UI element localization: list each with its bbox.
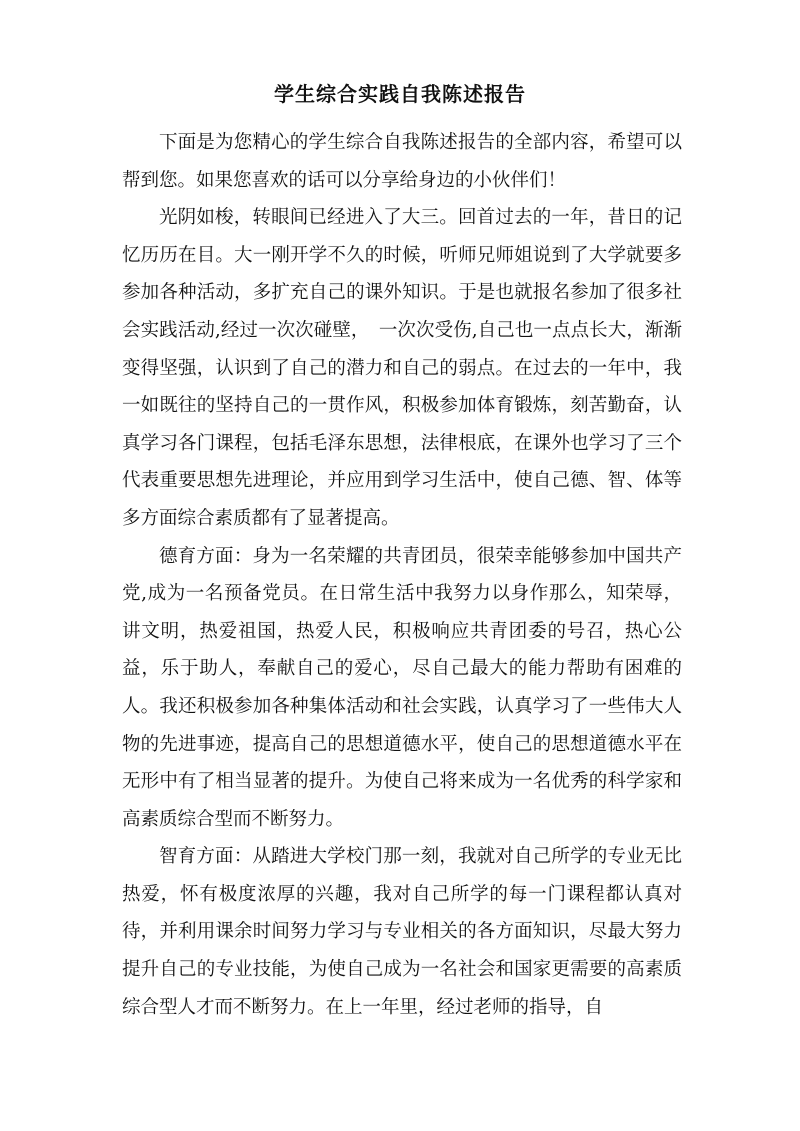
paragraph-intellectual-education: 智育方面：从踏进大学校门那一刻，我就对自己所学的专业无比热爱，怀有极度浓厚的兴趣，我对自己所学的每一门课程都认真对待，并利用课余时间努力学习与专业相关的各方面知识，尽最大努力提升自己的专业技能，为使自己成为一名社会和国家更需要的高素质综合型人才而不断努力。在上一年里，经过老师的指导，自 [122,846,682,1018]
paragraph-intro: 下面是为您精心的学生综合自我陈述报告的全部内容，希望可以帮到您。如果您喜欢的话可以分享给身边的小伙伴们！ [122,132,682,191]
document-body [122,124,682,1026]
document-title: 学生综合实践自我陈述报告 [274,82,526,106]
paragraph-moral-education: 德育方面：身为一名荣耀的共青团员，很荣幸能够参加中国共产党,成为一名预备党员。在日常生活中我努力以身作那么，知荣辱，讲文明，热爱祖国，热爱人民，积极响应共青团委的号召，热心公益，乐于助人，奉献自己的爱心，尽自己最大的能力帮助有困难的人。我还积极参加各种集体活动和社会实践，认真学习了一些伟大人物的先进事迹，提高自己的思想道德水平，使自己的思想道德水平在无形中有了相当显著的提升。为使自己将来成为一名优秀的科学家和高素质综合型而不断努力。 [122,545,682,830]
paragraph-overview: 光阴如梭，转眼间已经进入了大三。回首过去的一年，昔日的记忆历历在目。大一刚开学不久的时候，听师兄师姐说到了大学就要多参加各种活动，多扩充自己的课外知识。于是也就报名参加了很多社会实践活动,经过一次次碰壁， 一次次受伤,自己也一点点长大，渐渐变得坚强，认识到了自己的潜力和自己的弱点。在过去的一年中，我一如既往的坚持自己的一贯作风，积极参加体育锻炼，刻苦勤奋，认真学习各门课程，包括毛泽东思想，法律根底，在课外也学习了三个代表重要思想先进理论，并应用到学习生活中，使自己德、智、体等多方面综合素质都有了显著提高。 [122,207,682,529]
